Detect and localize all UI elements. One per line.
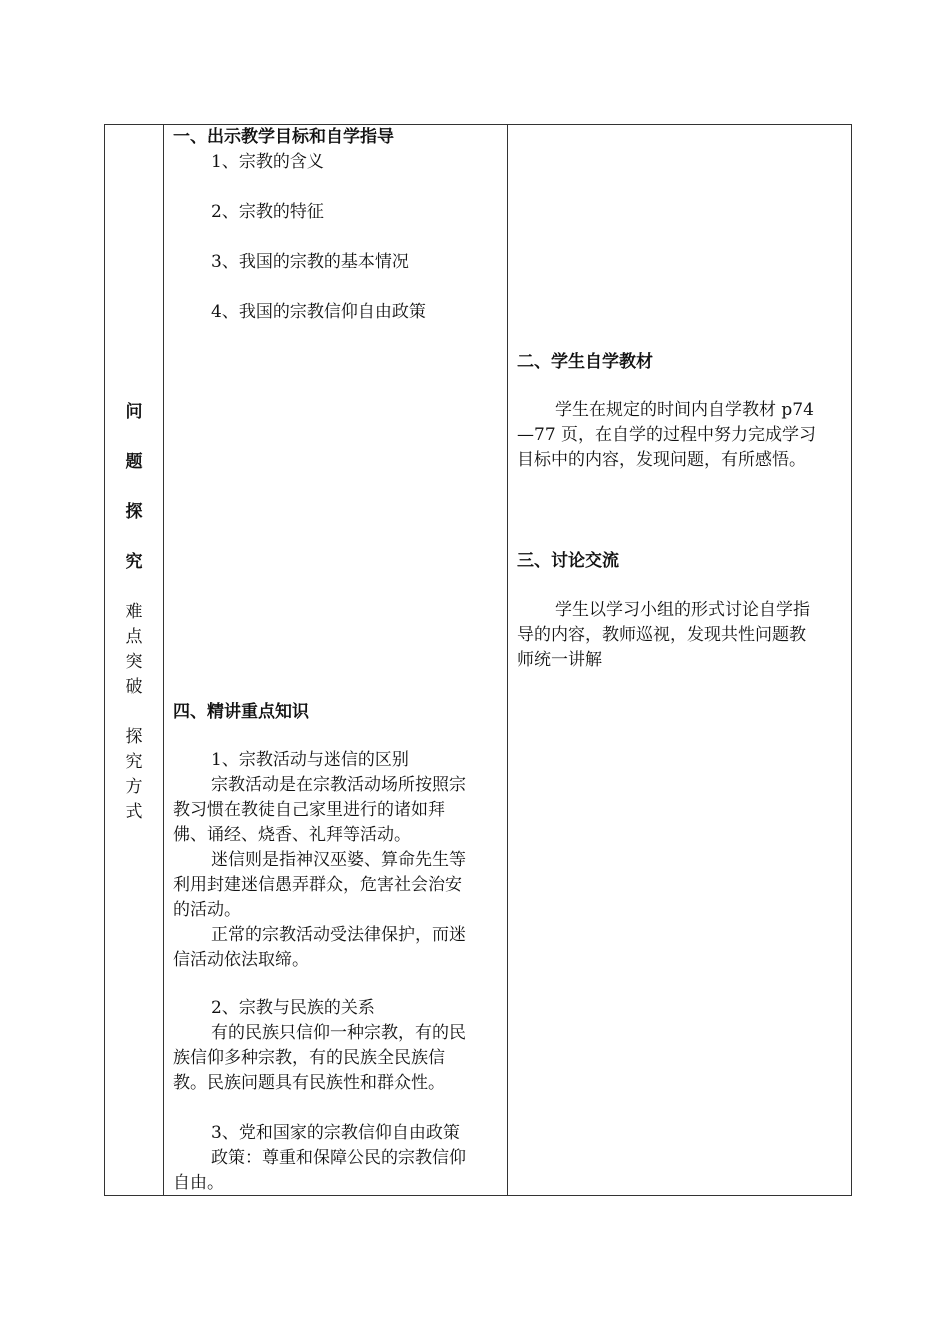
side-char: 题 — [125, 452, 143, 472]
goal-item: 3、我国的宗教的基本情况 — [211, 252, 409, 272]
section-2-title: 二、学生自学教材 — [517, 352, 653, 372]
paragraph-line: 学生以学习小组的形式讨论自学指 — [555, 600, 810, 620]
side-char: 突 — [125, 652, 143, 672]
paragraph-line: 宗教活动是在宗教活动场所按照宗 — [211, 775, 466, 795]
paragraph-line: 学生在规定的时间内自学教材 p74 — [555, 400, 814, 420]
side-char: 究 — [125, 552, 143, 572]
side-char: 方 — [125, 777, 143, 797]
paragraph-line: 正常的宗教活动受法律保护，而迷 — [211, 925, 466, 945]
side-char: 问 — [125, 402, 143, 422]
goal-item: 1、宗教的含义 — [211, 152, 324, 172]
student-activity-column — [507, 125, 853, 1195]
paragraph-line: 信活动依法取缔。 — [173, 950, 309, 970]
side-char: 探 — [125, 727, 143, 747]
paragraph-line: 教习惯在教徒自己家里进行的诸如拜 — [173, 800, 445, 820]
point-2-heading: 2、宗教与民族的关系 — [211, 998, 375, 1018]
side-char: 点 — [125, 627, 143, 647]
section-1-title: 一、出示教学目标和自学指导 — [173, 127, 394, 147]
paragraph-line: 教。民族问题具有民族性和群众性。 — [173, 1073, 445, 1093]
side-char: 难 — [125, 602, 143, 622]
section-4-title: 四、精讲重点知识 — [173, 702, 309, 722]
point-1-heading: 1、宗教活动与迷信的区别 — [211, 750, 409, 770]
section-3-title: 三、讨论交流 — [517, 551, 619, 571]
side-char: 式 — [125, 802, 143, 822]
paragraph-line: 师统一讲解 — [517, 650, 602, 670]
paragraph-line: —77 页，在自学的过程中努力完成学习 — [517, 425, 817, 445]
paragraph-line: 迷信则是指神汉巫婆、算命先生等 — [211, 850, 466, 870]
paragraph-line: 导的内容，教师巡视，发现共性问题教 — [517, 625, 806, 645]
main-content-column — [163, 125, 507, 1195]
paragraph-line: 族信仰多种宗教，有的民族全民族信 — [173, 1048, 445, 1068]
paragraph-line: 自由。 — [173, 1173, 224, 1193]
goal-item: 2、宗教的特征 — [211, 202, 324, 222]
paragraph-line: 政策：尊重和保障公民的宗教信仰 — [211, 1148, 466, 1168]
paragraph-line: 有的民族只信仰一种宗教，有的民 — [211, 1023, 466, 1043]
side-char: 破 — [125, 677, 143, 697]
side-char: 探 — [125, 502, 143, 522]
lesson-table — [104, 124, 852, 1196]
goal-item: 4、我国的宗教信仰自由政策 — [211, 302, 426, 322]
side-char: 究 — [125, 752, 143, 772]
point-3-heading: 3、党和国家的宗教信仰自由政策 — [211, 1123, 460, 1143]
paragraph-line: 佛、诵经、烧香、礼拜等活动。 — [173, 825, 411, 845]
paragraph-line: 的活动。 — [173, 900, 241, 920]
side-label-column — [105, 125, 163, 1195]
paragraph-line: 利用封建迷信愚弄群众，危害社会治安 — [173, 875, 462, 895]
paragraph-line: 目标中的内容，发现问题，有所感悟。 — [517, 450, 806, 470]
